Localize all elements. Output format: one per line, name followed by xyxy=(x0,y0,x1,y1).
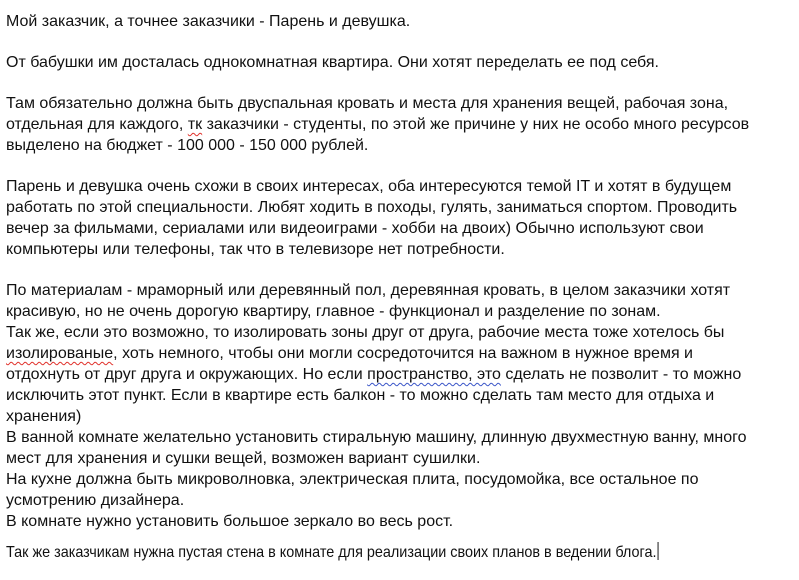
text-line: вечер за фильмами, сериалами или видеоиграми - хобби на двоих) Обычно используют свои xyxy=(6,220,704,237)
text-line: Там обязательно должна быть двуспальная кровать и места для хранения вещей, рабочая зона, xyxy=(6,95,729,112)
text-line: выделено на бюджет - 100 000 - 150 000 рублей. xyxy=(6,137,369,154)
spellcheck-error[interactable]: тк xyxy=(187,116,203,133)
text-line: усмотрению дизайнера. xyxy=(6,492,185,509)
text-line: хранения) xyxy=(6,408,82,425)
text-line: изолированые, хоть немного, чтобы они могли сосредоточится на важном в нужное время и xyxy=(6,345,693,362)
text-line: отдельная для каждого, тк заказчики - студенты, по этой же причине у них не особо много ресурсов xyxy=(6,116,750,133)
paragraph-intro: Мой заказчик, а точнее заказчики - Парень и девушка. xyxy=(6,13,411,30)
paragraph-apartment: От бабушки им досталась однокомнатная квартира. Они хотят переделать ее под себя. xyxy=(6,54,659,71)
text-line: работать по этой специальности. Любят ходить в походы, гулять, заниматься спортом. Проводить xyxy=(6,199,738,216)
text-line: В ванной комнате желательно установить стиральную машину, длинную двухместную ванну, много xyxy=(6,429,747,446)
text-line: Так же, если это возможно, то изолировать зоны друг от друга, рабочие места тоже хотелось бы xyxy=(6,324,725,341)
paragraph-requirements xyxy=(6,93,796,156)
spellcheck-error[interactable]: изолированые xyxy=(6,345,114,362)
grammar-check-error[interactable]: пространство, это xyxy=(367,366,501,383)
text-line: красивую, но не очень дорогую квартиру, главное - функционал и разделение по зонам. xyxy=(6,303,661,320)
text-cursor xyxy=(657,542,658,560)
text-line: В комнате нужно установить большое зеркало во весь рост. xyxy=(6,513,454,530)
document-body[interactable] xyxy=(6,11,796,563)
text-line: отдохнуть от друг друга и окружающих. Но если пространство, это сделать не позволит - то можно xyxy=(6,366,742,383)
text-line: Парень и девушка очень схожи в своих интересах, оба интересуются темой IT и хотят в будущем xyxy=(6,178,732,195)
text-line: На кухне должна быть микроволновка, электрическая плита, посудомойка, все остальное по xyxy=(6,471,699,488)
paragraph-materials xyxy=(6,280,796,532)
text-line: мест для хранения и сушки вещей, возможен вариант сушилки. xyxy=(6,450,481,467)
paragraph-blog-wall: Так же заказчикам нужна пустая стена в комнате для реализации своих планов в ведении блога. xyxy=(6,544,657,561)
text-line: По материалам - мраморный или деревянный пол, деревянная кровать, в целом заказчики хотят xyxy=(6,282,731,299)
text-line: компьютеры или телефоны, так что в телевизоре нет потребности. xyxy=(6,241,505,258)
text-line: исключить этот пункт. Если в квартире есть балкон - то можно сделать там место для отдыха и xyxy=(6,387,715,404)
paragraph-interests xyxy=(6,176,796,260)
